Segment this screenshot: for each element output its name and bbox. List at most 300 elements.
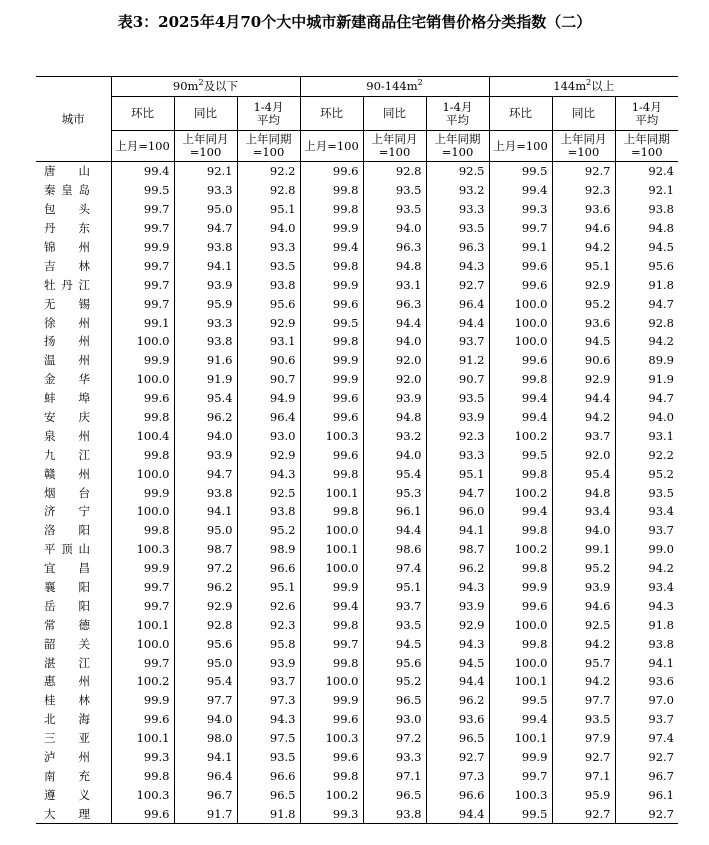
index-value: 94.8: [363, 408, 426, 427]
index-value: 96.4: [237, 408, 300, 427]
index-value: 99.9: [300, 351, 363, 370]
index-value: 99.8: [300, 502, 363, 521]
city-name: 秦 皇 岛: [36, 181, 111, 200]
index-value: 95.4: [552, 464, 615, 483]
index-value: 94.1: [615, 653, 678, 672]
index-value: 95.9: [552, 785, 615, 804]
index-value: 99.9: [300, 578, 363, 597]
index-value: 99.5: [489, 445, 552, 464]
index-value: 92.8: [237, 181, 300, 200]
table-row: [36, 502, 678, 521]
index-value: 93.8: [237, 275, 300, 294]
index-value: 92.7: [552, 804, 615, 823]
index-value: 99.8: [489, 370, 552, 389]
index-value: 93.6: [552, 200, 615, 219]
index-value: 94.7: [174, 464, 237, 483]
index-value: 96.6: [237, 767, 300, 786]
index-value: 100.2: [489, 540, 552, 559]
index-value: 99.6: [300, 389, 363, 408]
index-value: 99.5: [300, 313, 363, 332]
table-row: [36, 200, 678, 219]
index-value: 99.6: [489, 351, 552, 370]
table-row: [36, 672, 678, 691]
city-name: 常 德: [36, 615, 111, 634]
table-row: [36, 162, 678, 181]
index-value: 95.8: [237, 634, 300, 653]
index-value: 99.9: [111, 483, 174, 502]
group-header-large: $144m^2$以上: [489, 77, 678, 97]
index-value: 96.6: [426, 785, 489, 804]
index-value: 93.3: [174, 181, 237, 200]
index-value: 95.6: [615, 256, 678, 275]
index-value: 99.6: [300, 445, 363, 464]
index-value: 93.8: [174, 238, 237, 257]
index-value: 96.5: [363, 691, 426, 710]
index-value: 98.7: [426, 540, 489, 559]
index-value: 99.7: [111, 294, 174, 313]
city-name: 北 海: [36, 710, 111, 729]
index-value: 100.0: [111, 370, 174, 389]
table-row: [36, 181, 678, 200]
city-name: 南 充: [36, 767, 111, 786]
index-value: 94.3: [237, 710, 300, 729]
subheader-mom: 环比: [111, 97, 174, 131]
city-name: 济 宁: [36, 502, 111, 521]
city-name: 九 江: [36, 445, 111, 464]
table-row: [36, 219, 678, 238]
subheader-avg: 1-4月 平均: [615, 97, 678, 131]
index-value: 99.7: [489, 219, 552, 238]
index-value: 96.5: [237, 785, 300, 804]
index-value: 94.2: [615, 559, 678, 578]
index-value: 92.3: [552, 181, 615, 200]
index-value: 94.0: [174, 426, 237, 445]
index-value: 93.1: [615, 426, 678, 445]
index-value: 96.1: [615, 785, 678, 804]
index-value: 92.2: [615, 445, 678, 464]
index-value: 100.0: [300, 559, 363, 578]
city-name: 湛 江: [36, 653, 111, 672]
city-name: 扬 州: [36, 332, 111, 351]
index-value: 94.1: [174, 256, 237, 275]
index-value: 92.9: [426, 615, 489, 634]
index-value: 100.1: [111, 615, 174, 634]
index-value: 95.1: [237, 200, 300, 219]
index-value: 90.6: [552, 351, 615, 370]
index-value: 99.8: [111, 767, 174, 786]
index-value: 93.8: [174, 483, 237, 502]
group-header-small: $90m^2$及以下: [111, 77, 300, 97]
index-value: 91.8: [615, 615, 678, 634]
table-row: [36, 729, 678, 748]
index-value: 94.0: [615, 408, 678, 427]
index-value: 99.9: [300, 370, 363, 389]
index-value: 99.7: [111, 275, 174, 294]
index-value: 93.5: [363, 615, 426, 634]
index-value: 93.5: [237, 256, 300, 275]
table-title: 表3：2025年4月70个大中城市新建商品住宅销售价格分类指数（二）: [117, 13, 592, 31]
index-value: 99.4: [300, 238, 363, 257]
index-value: 94.2: [615, 332, 678, 351]
index-value: 100.0: [489, 332, 552, 351]
city-name: 徐 州: [36, 313, 111, 332]
index-value: 100.0: [489, 313, 552, 332]
index-value: 92.1: [174, 162, 237, 181]
index-value: 94.7: [174, 219, 237, 238]
index-value: 100.2: [489, 426, 552, 445]
index-value: 100.4: [111, 426, 174, 445]
index-value: 97.3: [237, 691, 300, 710]
index-value: 93.9: [552, 578, 615, 597]
index-value: 91.9: [615, 370, 678, 389]
index-value: 99.6: [111, 710, 174, 729]
index-value: 94.1: [426, 521, 489, 540]
city-name: 泉 州: [36, 426, 111, 445]
table-row: [36, 615, 678, 634]
index-value: 99.9: [111, 238, 174, 257]
table-row: [36, 785, 678, 804]
index-value: 100.0: [111, 332, 174, 351]
index-value: 93.5: [426, 389, 489, 408]
index-value: 99.0: [615, 540, 678, 559]
index-value: 95.7: [552, 653, 615, 672]
index-value: 93.9: [426, 408, 489, 427]
table-row: [36, 313, 678, 332]
index-value: 91.2: [426, 351, 489, 370]
index-value: 99.6: [300, 294, 363, 313]
city-name: 无 锡: [36, 294, 111, 313]
index-value: 91.8: [615, 275, 678, 294]
index-value: 100.1: [111, 729, 174, 748]
index-value: 98.9: [237, 540, 300, 559]
index-value: 97.2: [174, 559, 237, 578]
index-value: 99.4: [489, 181, 552, 200]
index-value: 93.9: [174, 275, 237, 294]
city-name: 蚌 埠: [36, 389, 111, 408]
index-value: 98.6: [363, 540, 426, 559]
index-value: 99.8: [300, 256, 363, 275]
index-value: 94.3: [237, 464, 300, 483]
index-value: 95.2: [363, 672, 426, 691]
index-value: 95.2: [615, 464, 678, 483]
index-value: 99.8: [300, 767, 363, 786]
index-value: 93.9: [174, 445, 237, 464]
table-row: [36, 275, 678, 294]
index-value: 94.8: [363, 256, 426, 275]
city-name: 宜 昌: [36, 559, 111, 578]
index-value: 94.3: [426, 634, 489, 653]
index-value: 100.3: [300, 729, 363, 748]
index-value: 92.9: [552, 370, 615, 389]
index-value: 95.1: [363, 578, 426, 597]
base-avg: 上年同期 =100: [426, 131, 489, 162]
index-value: 99.8: [300, 615, 363, 634]
city-name: 岳 阳: [36, 596, 111, 615]
index-value: 94.4: [426, 804, 489, 823]
index-value: 92.9: [237, 445, 300, 464]
index-value: 97.9: [552, 729, 615, 748]
index-value: 99.7: [111, 653, 174, 672]
city-name: 桂 林: [36, 691, 111, 710]
index-value: 93.5: [426, 219, 489, 238]
index-value: 94.5: [615, 238, 678, 257]
index-value: 94.9: [237, 389, 300, 408]
index-value: 99.4: [489, 710, 552, 729]
index-value: 96.5: [363, 785, 426, 804]
index-value: 94.8: [552, 483, 615, 502]
index-value: 99.4: [111, 162, 174, 181]
index-value: 93.7: [426, 332, 489, 351]
index-value: 94.4: [552, 389, 615, 408]
index-value: 94.7: [615, 389, 678, 408]
index-value: 94.5: [552, 332, 615, 351]
index-value: 97.0: [615, 691, 678, 710]
index-value: 93.7: [363, 596, 426, 615]
index-value: 99.1: [111, 313, 174, 332]
index-value: 99.8: [111, 445, 174, 464]
index-value: 99.8: [489, 521, 552, 540]
index-value: 97.7: [174, 691, 237, 710]
index-value: 99.7: [111, 256, 174, 275]
table-row: [36, 559, 678, 578]
index-value: 100.3: [300, 426, 363, 445]
index-value: 99.4: [489, 502, 552, 521]
subheader-avg: 1-4月 平均: [426, 97, 489, 131]
index-value: 99.4: [489, 408, 552, 427]
index-value: 91.8: [237, 804, 300, 823]
index-value: 96.7: [615, 767, 678, 786]
index-value: 94.0: [363, 332, 426, 351]
index-value: 99.7: [111, 219, 174, 238]
index-value: 93.1: [363, 275, 426, 294]
city-name: 惠 州: [36, 672, 111, 691]
index-value: 92.7: [615, 804, 678, 823]
index-value: 93.8: [615, 200, 678, 219]
index-value: 93.5: [363, 200, 426, 219]
index-value: 93.5: [552, 710, 615, 729]
index-value: 92.4: [615, 162, 678, 181]
index-value: 96.2: [174, 578, 237, 597]
index-value: 97.7: [552, 691, 615, 710]
index-value: 99.6: [300, 748, 363, 767]
index-value: 92.9: [552, 275, 615, 294]
index-value: 94.6: [552, 596, 615, 615]
index-value: 93.9: [363, 389, 426, 408]
base-avg: 上年同期 =100: [237, 131, 300, 162]
index-value: 97.3: [426, 767, 489, 786]
table-row: [36, 294, 678, 313]
index-value: 92.7: [615, 748, 678, 767]
city-name: 温 州: [36, 351, 111, 370]
index-value: 93.2: [426, 181, 489, 200]
index-value: 92.7: [552, 748, 615, 767]
table-row: [36, 483, 678, 502]
table-row: [36, 578, 678, 597]
index-value: 96.7: [174, 785, 237, 804]
city-column-header: 城市: [36, 77, 111, 162]
index-value: 92.8: [174, 615, 237, 634]
index-value: 100.0: [111, 502, 174, 521]
table-row: [36, 445, 678, 464]
city-name: 丹 东: [36, 219, 111, 238]
subheader-mom: 环比: [300, 97, 363, 131]
index-value: 93.6: [426, 710, 489, 729]
index-value: 95.1: [426, 464, 489, 483]
table-row: [36, 351, 678, 370]
index-value: 94.5: [426, 653, 489, 672]
city-name: 平 顶 山: [36, 540, 111, 559]
index-value: 93.0: [363, 710, 426, 729]
table-row: [36, 710, 678, 729]
index-value: 93.7: [552, 426, 615, 445]
index-value: 93.9: [237, 653, 300, 672]
index-value: 99.8: [300, 464, 363, 483]
index-value: 93.7: [615, 710, 678, 729]
index-value: 96.3: [363, 294, 426, 313]
index-value: 99.9: [111, 691, 174, 710]
table-row: [36, 540, 678, 559]
table-row: [36, 256, 678, 275]
index-value: 92.1: [615, 181, 678, 200]
base-yoy: 上年同月 =100: [552, 131, 615, 162]
table-row: [36, 408, 678, 427]
index-value: 96.6: [237, 559, 300, 578]
index-value: 97.2: [363, 729, 426, 748]
index-value: 93.8: [174, 332, 237, 351]
index-value: 92.2: [237, 162, 300, 181]
index-value: 90.6: [237, 351, 300, 370]
index-value: 94.8: [615, 219, 678, 238]
index-value: 93.4: [615, 502, 678, 521]
index-value: 99.5: [489, 691, 552, 710]
index-value: 100.0: [111, 464, 174, 483]
index-value: 97.4: [615, 729, 678, 748]
index-value: 100.2: [489, 483, 552, 502]
index-value: 93.2: [363, 426, 426, 445]
base-mom: 上月=100: [300, 131, 363, 162]
index-value: 95.1: [237, 578, 300, 597]
index-value: 89.9: [615, 351, 678, 370]
subheader-mom: 环比: [489, 97, 552, 131]
base-yoy: 上年同月 =100: [174, 131, 237, 162]
index-value: 95.2: [237, 521, 300, 540]
index-value: 100.3: [111, 540, 174, 559]
index-value: 100.0: [111, 634, 174, 653]
subheader-yoy: 同比: [552, 97, 615, 131]
index-value: 98.7: [174, 540, 237, 559]
index-value: 99.8: [300, 181, 363, 200]
index-value: 96.4: [174, 767, 237, 786]
city-name: 吉 林: [36, 256, 111, 275]
index-value: 93.3: [426, 445, 489, 464]
city-name: 韶 关: [36, 634, 111, 653]
index-value: 92.0: [552, 445, 615, 464]
index-value: 99.7: [111, 200, 174, 219]
index-value: 92.9: [174, 596, 237, 615]
index-value: 94.6: [552, 219, 615, 238]
index-value: 99.6: [489, 275, 552, 294]
index-value: 99.6: [300, 162, 363, 181]
index-value: 99.8: [300, 200, 363, 219]
index-value: 93.7: [237, 672, 300, 691]
index-value: 97.1: [552, 767, 615, 786]
index-value: 92.9: [237, 313, 300, 332]
group-header-medium: $90-144m^2$: [300, 77, 489, 97]
table-row: [36, 389, 678, 408]
index-value: 99.8: [300, 653, 363, 672]
index-value: 99.9: [300, 275, 363, 294]
index-value: 94.2: [552, 238, 615, 257]
index-value: 94.0: [363, 219, 426, 238]
index-value: 99.6: [489, 596, 552, 615]
index-value: 100.3: [489, 785, 552, 804]
index-value: 91.7: [174, 804, 237, 823]
city-name: 包 头: [36, 200, 111, 219]
index-value: 99.3: [489, 200, 552, 219]
city-name: 烟 台: [36, 483, 111, 502]
index-value: 99.9: [489, 748, 552, 767]
index-value: 99.6: [111, 389, 174, 408]
index-value: 96.3: [363, 238, 426, 257]
index-value: 93.8: [237, 502, 300, 521]
index-value: 99.8: [111, 408, 174, 427]
index-value: 94.7: [615, 294, 678, 313]
index-value: 98.0: [174, 729, 237, 748]
index-value: 93.5: [363, 181, 426, 200]
index-value: 94.3: [426, 578, 489, 597]
index-value: 95.2: [552, 294, 615, 313]
index-value: 95.3: [363, 483, 426, 502]
index-value: 99.9: [300, 691, 363, 710]
index-value: 96.2: [174, 408, 237, 427]
index-value: 92.5: [552, 615, 615, 634]
index-value: 92.5: [237, 483, 300, 502]
index-value: 96.1: [363, 502, 426, 521]
index-value: 99.4: [300, 596, 363, 615]
table-row: [36, 634, 678, 653]
index-value: 96.2: [426, 559, 489, 578]
table-row: [36, 653, 678, 672]
index-value: 99.8: [111, 521, 174, 540]
table-row: [36, 804, 678, 823]
index-value: 92.6: [237, 596, 300, 615]
base-mom: 上月=100: [111, 131, 174, 162]
index-value: 100.0: [300, 521, 363, 540]
index-value: 94.0: [552, 521, 615, 540]
index-value: 100.0: [489, 653, 552, 672]
index-value: 92.8: [615, 313, 678, 332]
index-value: 92.7: [426, 748, 489, 767]
city-name: 三 亚: [36, 729, 111, 748]
index-value: 92.0: [363, 351, 426, 370]
index-value: 93.3: [174, 313, 237, 332]
index-value: 100.3: [111, 785, 174, 804]
index-value: 99.7: [111, 596, 174, 615]
index-value: 95.6: [237, 294, 300, 313]
index-value: 94.1: [174, 502, 237, 521]
index-value: 99.8: [489, 634, 552, 653]
index-value: 96.5: [426, 729, 489, 748]
subheader-yoy: 同比: [363, 97, 426, 131]
index-value: 99.9: [111, 351, 174, 370]
index-value: 95.1: [552, 256, 615, 275]
index-value: 99.3: [300, 804, 363, 823]
index-value: 99.6: [489, 256, 552, 275]
index-value: 100.2: [111, 672, 174, 691]
index-value: 100.2: [300, 785, 363, 804]
index-value: 97.4: [363, 559, 426, 578]
index-value: 100.1: [300, 540, 363, 559]
